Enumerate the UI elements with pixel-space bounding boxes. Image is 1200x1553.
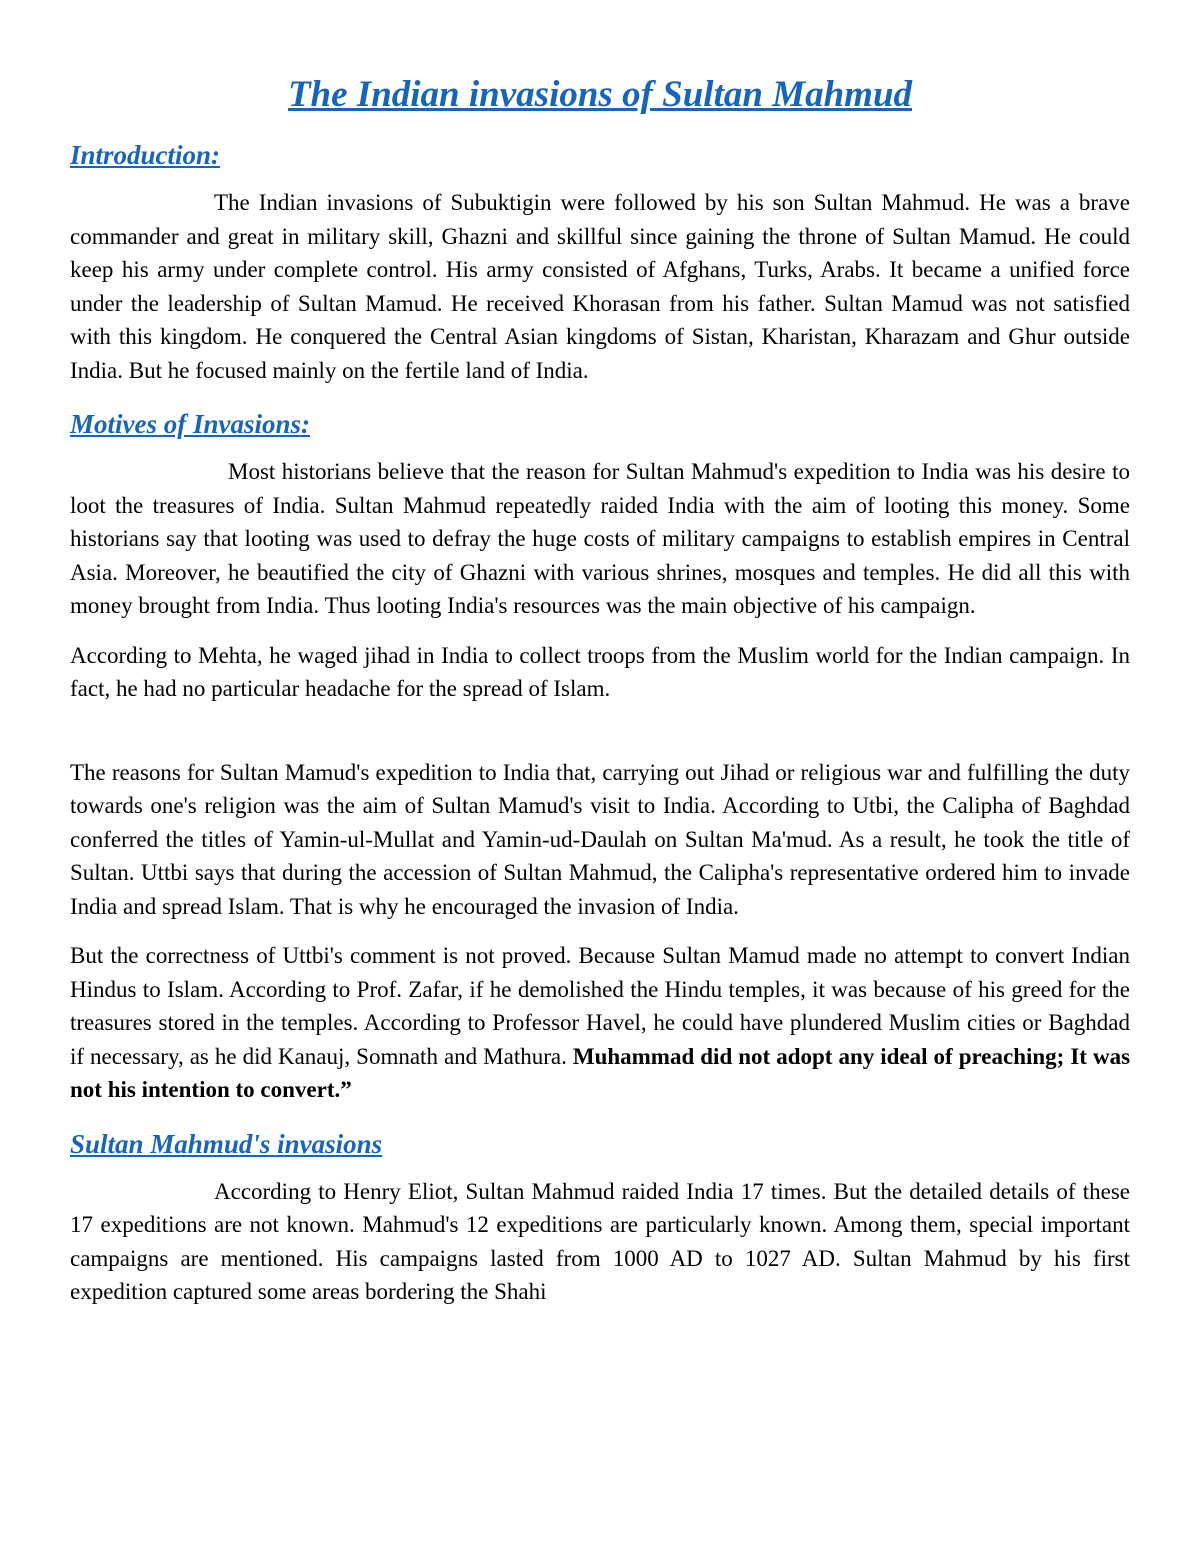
motives-paragraph-2: According to Mehta, he waged jihad in India to collect troops from the Muslim world for the Indian campaign. In fact, he had no particular headache for the spread of Islam. [70,642,1130,701]
motives-heading: Motives of Invasions: [70,409,311,439]
invasions-heading: Sultan Mahmud's invasions [70,1128,383,1159]
motives-paragraph-3: The reasons for Sultan Mamud's expedition to India that, carrying out Jihad or religious war and fulfilling the duty towards one's religion was the aim of Sultan Mamud's visit to India. According to Utbi, the Calipha of Baghdad conferred the titles of Yamin-ul-Mullat and Yamin-ud-Daulah on Sultan Ma'mud. As a result, he took the title of Sultan. Uttbi says that during the accession of Sultan Mahmud, the Calipha's representative ordered him to invade India and spread Islam. That is why he encouraged the invasion of India. [70,759,1130,919]
invasions-paragraph: According to Henry Eliot, Sultan Mahmud raided India 17 times. But the detailed details of these 17 expeditions are not known. Mahmud's 12 expeditions are particularly known. Among them, special important campaigns are mentioned. His campaigns lasted from 1000 AD to 1027 AD. Sultan Mahmud by his first expedition captured some areas bordering the Shahi [70,1178,1130,1304]
motives-paragraph-4-text: But the correctness of Uttbi's comment is not proved. Because Sultan Mamud made no attempt to convert Indian Hindus to Islam. According to Prof. Zafar, if he demolished the Hindu temples, it was because of his greed for the treasures stored in the temples. According to Professor Havel, he could have plundered Muslim cities or Baghdad if necessary, as he did Kanauj, Somnath and Mathura. [70,943,1130,1069]
document-title: The Indian invasions of Sultan Mahmud [287,74,913,115]
motives-paragraph-1: Most historians believe that the reason for Sultan Mahmud's expedition to India was his desire to loot the treasures of India. Sultan Mahmud repeatedly raided India with the aim of looting this money. Some historians say that looting was used to defray the huge costs of military campaigns to establish empires in Central Asia. Moreover, he beautified the city of Ghazni with various shrines, mosques and temples. He did all this with money brought from India. Thus looting India's resources was the main objective of his campaign. [70,459,1130,618]
introduction-heading: Introduction: [70,140,221,170]
motives-paragraph-4 [70,939,1130,1107]
motives-paragraph-4-bold: Muhammad did not adopt any ideal of preaching; It was not his intention to convert.” [70,1043,1131,1102]
document-page [70,70,1130,1309]
introduction-paragraph: The Indian invasions of Subuktigin were followed by his son Sultan Mahmud. He was a brave commander and great in military skill, Ghazni and skillful since gaining the throne of Sultan Mamud. He could keep his army under complete control. His army consisted of Afghans, Turks, Arabs. It became a unified force under the leadership of Sultan Mamud. He received Khorasan from his father. Sultan Mamud was not satisfied with this kingdom. He conquered the Central Asian kingdoms of Sistan, Kharistan, Kharazam and Ghur outside India. But he focused mainly on the fertile land of India. [70,190,1130,383]
